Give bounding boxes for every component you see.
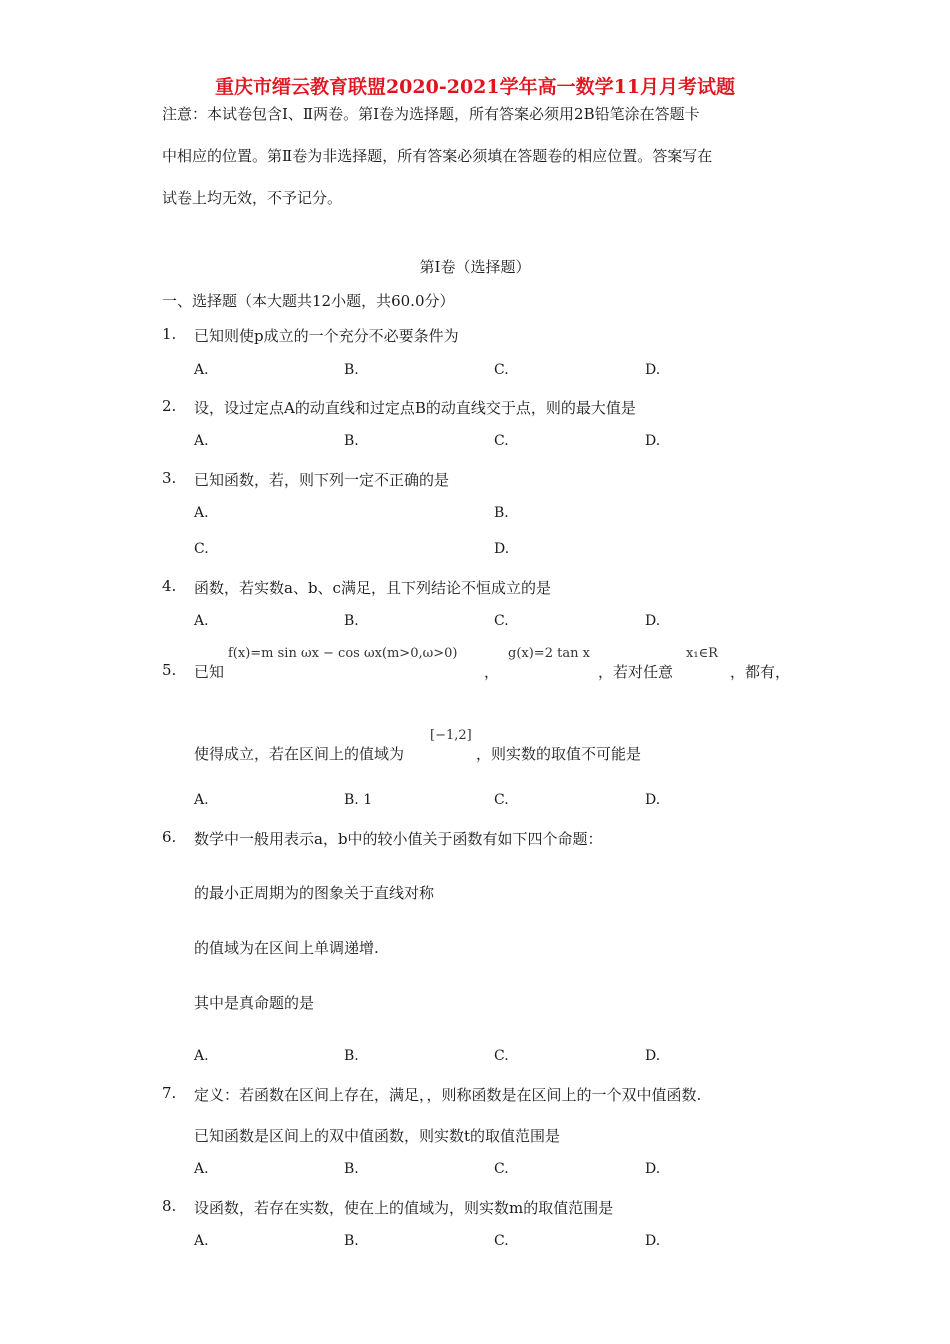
question-text-comma: ，	[484, 663, 500, 681]
option-a: A.	[194, 505, 209, 521]
question-line-2-end: ，则实数的取值不可能是	[476, 745, 642, 763]
question-text: 设函数，若存在实数，使在上的值域为，则实数m的取值范围是	[194, 1199, 614, 1217]
option-d: D.	[645, 792, 661, 808]
option-b: B.	[344, 613, 359, 629]
option-c: C.	[494, 1048, 509, 1064]
option-b: B.	[494, 505, 509, 521]
question-text: 已知则使p成立的一个充分不必要条件为	[194, 327, 459, 345]
option-c: C.	[494, 433, 509, 449]
question-number: 1.	[162, 325, 177, 343]
option-b: B.	[344, 1048, 359, 1064]
part-heading: 一、选择题（本大题共12小题，共60.0分）	[162, 292, 455, 310]
option-a: A.	[194, 433, 209, 449]
question-line-2: 使得成立，若在区间上的值域为	[194, 745, 405, 763]
formula-g: g(x)=2 tan x	[508, 646, 590, 661]
option-a: A.	[194, 362, 209, 378]
proposition-line-3: 其中是真命题的是	[194, 994, 315, 1012]
option-c: C.	[494, 1161, 509, 1177]
option-a: A.	[194, 1233, 209, 1249]
option-a: A.	[194, 613, 209, 629]
option-c: C.	[194, 541, 209, 557]
question-number: 2.	[162, 397, 177, 415]
option-a: A.	[194, 1048, 209, 1064]
question-text-mid: ，若对任意	[598, 663, 674, 681]
question-number: 7.	[162, 1084, 177, 1102]
option-d: D.	[645, 1233, 661, 1249]
notice-line-2: 中相应的位置。第Ⅱ卷为非选择题，所有答案必须填在答题卷的相应位置。答案写在	[162, 147, 713, 165]
question-text: 已知函数，若，则下列一定不正确的是	[194, 471, 450, 489]
option-d: D.	[494, 541, 510, 557]
formula-range: [−1,2]	[430, 728, 472, 743]
notice-line-1: 注意：本试卷包含Ⅰ、Ⅱ两卷。第Ⅰ卷为选择题，所有答案必须用2B铅笔涂在答题卡	[162, 105, 700, 123]
question-number: 8.	[162, 1197, 177, 1215]
question-text-end: ，都有，	[730, 663, 791, 681]
option-b: B.	[344, 1233, 359, 1249]
proposition-line-1: 的最小正周期为的图象关于直线对称	[194, 884, 435, 902]
option-d: D.	[645, 1048, 661, 1064]
option-a: A.	[194, 1161, 209, 1177]
question-text: 定义：若函数在区间上存在，满足，，则称函数是在区间上的一个双中值函数.	[194, 1086, 702, 1104]
question-text: 设，设过定点A的动直线和过定点B的动直线交于点，则的最大值是	[194, 399, 636, 417]
option-b: B. 1	[344, 792, 373, 808]
option-c: C.	[494, 1233, 509, 1249]
exam-title: 重庆市缙云教育联盟2020-2021学年高一数学11月月考试题	[214, 76, 736, 98]
option-d: D.	[645, 613, 661, 629]
question-number: 3.	[162, 469, 177, 487]
option-c: C.	[494, 792, 509, 808]
option-d: D.	[645, 362, 661, 378]
formula-x1: x₁∈R	[686, 646, 718, 661]
question-number: 5.	[162, 661, 177, 679]
question-number: 6.	[162, 828, 177, 846]
question-text: 函数，若实数a、b、c满足，且下列结论不恒成立的是	[194, 579, 551, 597]
option-c: C.	[494, 613, 509, 629]
option-c: C.	[494, 362, 509, 378]
option-b: B.	[344, 362, 359, 378]
section-title: 第Ⅰ卷（选择题）	[419, 258, 531, 276]
option-d: D.	[645, 433, 661, 449]
option-b: B.	[344, 1161, 359, 1177]
question-text: 数学中一般用表示a，b中的较小值关于函数有如下四个命题：	[194, 830, 603, 848]
question-number: 4.	[162, 577, 177, 595]
question-text-start: 已知	[194, 663, 225, 681]
option-a: A.	[194, 792, 209, 808]
proposition-line-2: 的值域为在区间上单调递增.	[194, 939, 379, 957]
notice-line-3: 试卷上均无效，不予记分。	[162, 189, 343, 207]
question-line-2: 已知函数是区间上的双中值函数，则实数t的取值范围是	[194, 1127, 561, 1145]
option-b: B.	[344, 433, 359, 449]
formula-f: f(x)=m sin ωx − cos ωx(m>0,ω>0)	[228, 646, 458, 661]
option-d: D.	[645, 1161, 661, 1177]
